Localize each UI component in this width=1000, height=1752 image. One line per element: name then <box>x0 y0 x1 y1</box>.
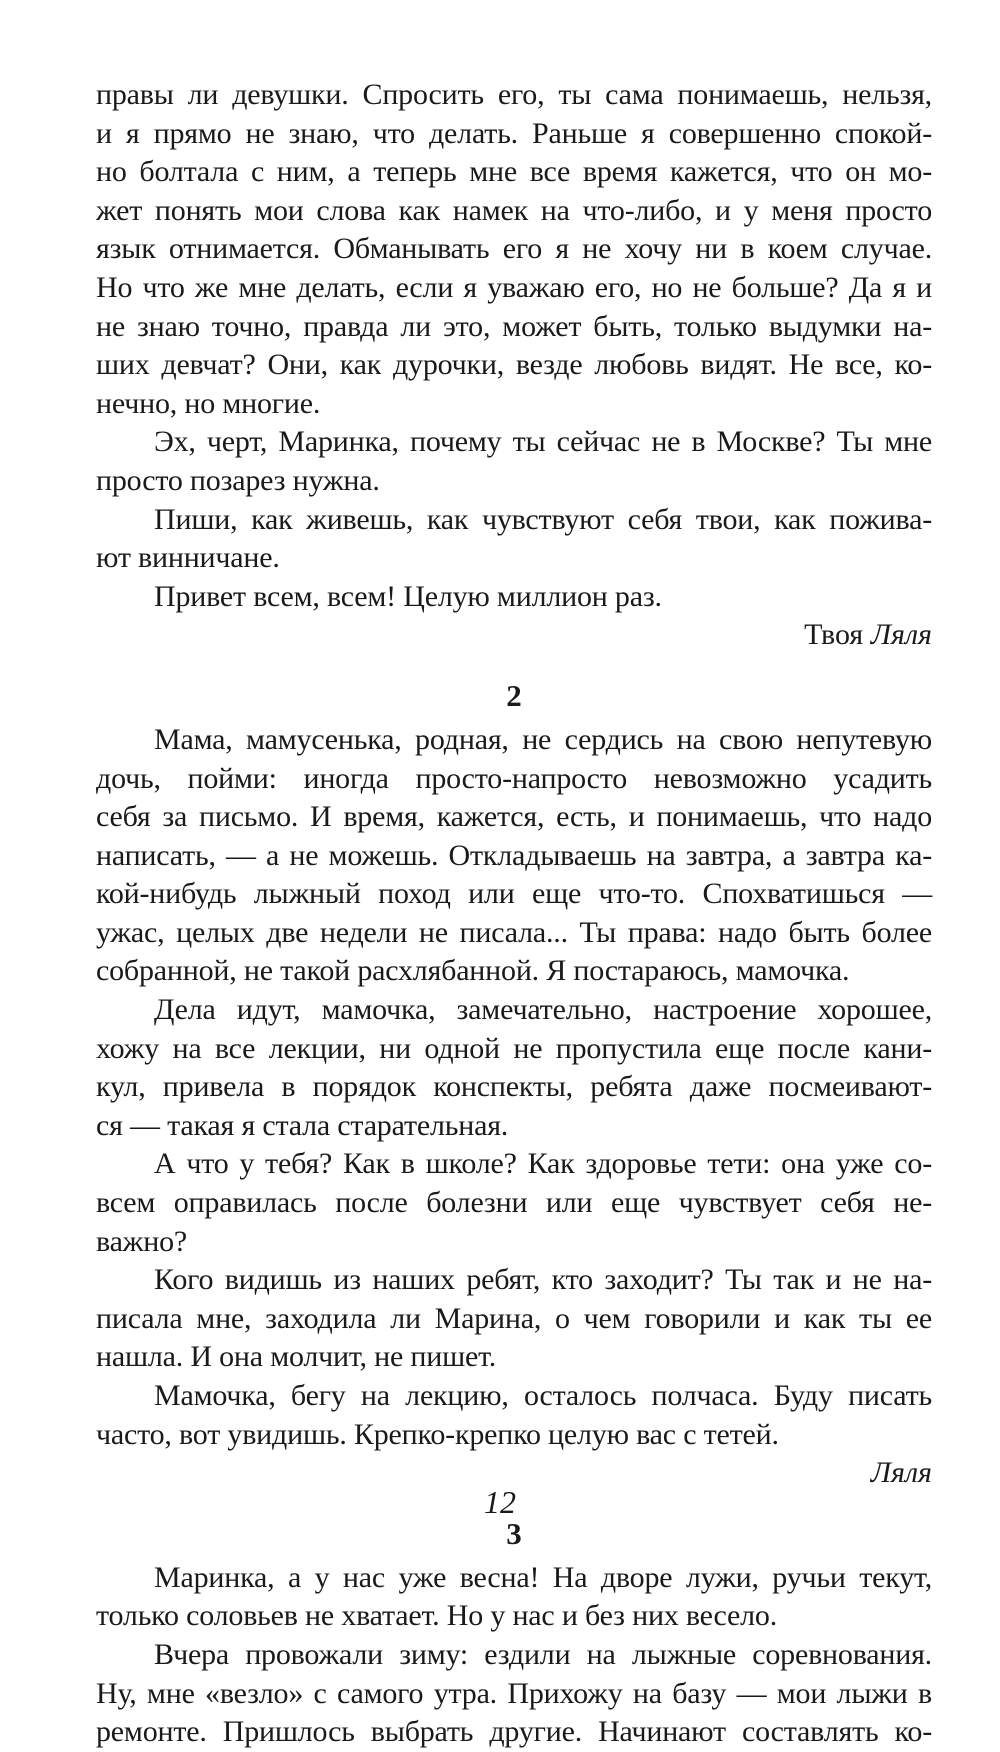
signature-prefix: Твоя <box>804 618 871 652</box>
text-line: Вчера провожали зиму: ездили на лыжные соревнования. <box>154 1637 932 1671</box>
text-line: часто, вот увидишь. Крепко-крепко целую вас с тетей. <box>96 1417 779 1451</box>
text-line: Эх, черт, Маринка, почему ты сейчас не в Москве? Ты мне <box>154 425 932 459</box>
text-line: просто позарез нужна. <box>96 463 380 497</box>
text-line: дочь, пойми: иногда просто-напросто невозможно усадить <box>96 761 932 795</box>
text-line: но болтала с ним, а теперь мне все время кажется, что он мо- <box>96 155 932 189</box>
text-line: Маринка, а у нас уже весна! На дворе лужи, ручьи текут, <box>154 1560 932 1594</box>
text-line: Привет всем, всем! Целую миллион раз. <box>154 579 662 613</box>
text-line: кой-нибудь лыжный поход или еще что-то. Спохватишься — <box>96 877 932 911</box>
paragraph <box>96 1145 932 1261</box>
paragraph <box>96 501 932 578</box>
text-line: ужас, целых две недели не писала... Ты права: надо быть более <box>96 915 932 949</box>
text-line: Но что же мне делать, если я уважаю его, но не больше? Да я и <box>96 270 932 304</box>
paragraph <box>96 423 932 500</box>
text-line: нечно, но многие. <box>96 386 321 420</box>
text-line: нашла. И она молчит, не пишет. <box>96 1340 497 1374</box>
text-line: хожу на все лекции, ни одной не пропустила еще после кани- <box>96 1031 932 1065</box>
text-line: ших девчат? Они, как дурочки, везде любовь видят. Не все, ко- <box>96 348 932 382</box>
signature-name: Ляля <box>870 618 932 652</box>
text-line: ют винничане. <box>96 541 280 575</box>
letter-3 <box>96 1559 932 1752</box>
text-line: Пиши, как живешь, как чувствуют себя твои, как пожива- <box>154 502 932 536</box>
paragraph <box>96 991 932 1145</box>
text-line: важно? <box>96 1224 187 1258</box>
paragraph <box>96 721 932 991</box>
text-line: Ну, мне «везло» с самого утра. Прихожу на базу — мои лыжи в <box>96 1676 932 1710</box>
text-line: ся — такая я стала старательная. <box>96 1108 509 1142</box>
text-line: всем оправилась после болезни или еще чувствует себя не- <box>96 1186 932 1220</box>
text-line: писала мне, заходила ли Марина, о чем говорили и как ты ее <box>96 1301 932 1335</box>
paragraph <box>96 578 932 617</box>
text-line: написать, — а не можешь. Откладываешь на завтра, а завтра ка- <box>96 838 932 872</box>
signature-name: Ляля <box>870 1456 932 1490</box>
text-line: правы ли девушки. Спросить его, ты сама понимаешь, нельзя, <box>96 78 932 111</box>
letter-1 <box>96 76 932 655</box>
paragraph <box>96 1261 932 1377</box>
paragraph <box>96 76 932 423</box>
letter-number-heading: 3 <box>506 1515 522 1551</box>
text-line: Дела идут, мамочка, замечательно, настроение хорошее, <box>154 993 932 1027</box>
text-line: себя за письмо. И время, кажется, есть, и понимаешь, что надо <box>96 800 932 834</box>
text-line: жет понять мои слова как намек на что-либо, и у меня просто <box>96 193 932 227</box>
text-line: Мама, мамусенька, родная, не сердись на свою непутевую <box>154 722 932 756</box>
text-line: кул, привела в порядок конспекты, ребята даже посмеивают- <box>96 1070 932 1104</box>
page-number: 12 <box>484 1484 516 1520</box>
text-line: не знаю точно, правда ли это, может быть, только выдумки на- <box>96 309 932 343</box>
text-line: язык отнимается. Обманывать его я не хочу ни в коем случае. <box>96 232 932 266</box>
text-line: А что у тебя? Как в школе? Как здоровье тети: она уже со- <box>154 1147 932 1181</box>
text-line: ремонте. Пришлось выбрать другие. Начинают составлять ко- <box>96 1715 932 1749</box>
letter-2 <box>96 721 932 1493</box>
text-line: собранной, не такой расхлябанной. Я постараюсь, мамочка. <box>96 954 850 988</box>
signature <box>96 616 932 655</box>
paragraph <box>96 1559 932 1636</box>
letter-number-heading: 2 <box>506 677 522 713</box>
text-line: только соловьев не хватает. Но у нас и без них весело. <box>96 1599 778 1633</box>
text-line: Кого видишь из наших ребят, кто заходит? Ты так и не на- <box>154 1263 932 1297</box>
text-line: Мамочка, бегу на лекцию, осталось полчаса. Буду писать <box>154 1379 932 1412</box>
paragraph <box>96 1377 932 1454</box>
paragraph <box>96 1636 932 1752</box>
text-line: и я прямо не знаю, что делать. Раньше я совершенно спокой- <box>96 116 932 150</box>
